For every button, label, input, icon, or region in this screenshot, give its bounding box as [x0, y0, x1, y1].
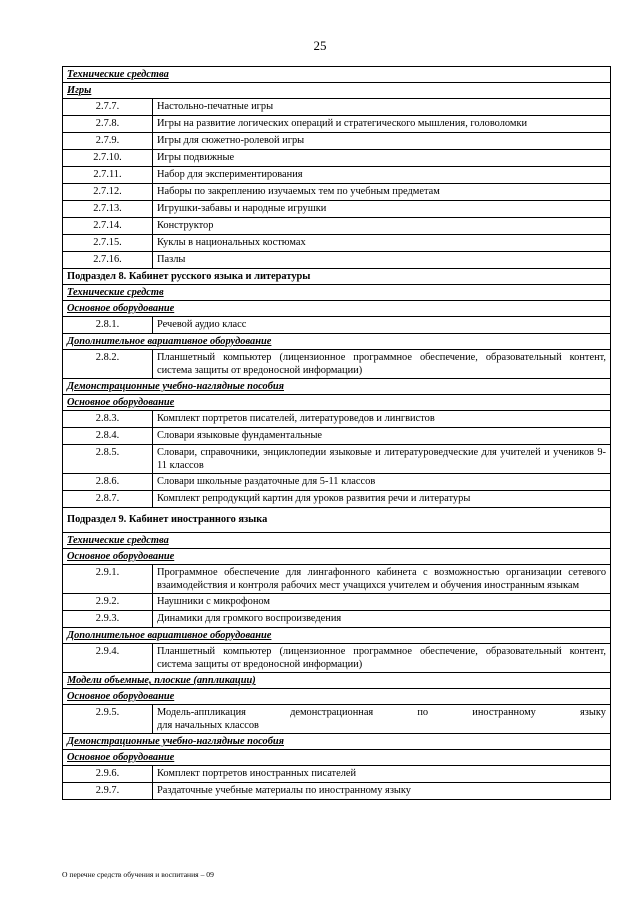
item-description: Игры подвижные [153, 150, 611, 167]
category-heading: Технические средства [63, 67, 611, 83]
table-row [63, 116, 611, 133]
table-row [63, 99, 611, 116]
category-heading: Технические средства [63, 533, 611, 549]
item-description: Наушники с микрофоном [153, 594, 611, 611]
category-row [63, 379, 611, 395]
item-description: Наборы по закреплению изучаемых тем по учебным предметам [153, 184, 611, 201]
justified-line [157, 706, 606, 719]
category-row [63, 334, 611, 350]
item-number: 2.9.5. [63, 705, 153, 734]
word: иностранному [472, 707, 536, 718]
table-row [63, 252, 611, 269]
item-description: Планшетный компьютер (лицензионное программное обеспечение, образовательный контент, система защиты от вредоносной информации) [153, 644, 611, 673]
item-description: Динамики для громкого воспроизведения [153, 611, 611, 628]
category-row [63, 285, 611, 301]
item-number: 2.7.14. [63, 218, 153, 235]
table-row [63, 491, 611, 508]
item-number: 2.9.4. [63, 644, 153, 673]
continuation-line: для начальных классов [157, 720, 259, 731]
category-row [63, 549, 611, 565]
category-heading: Основное оборудование [63, 549, 611, 565]
item-description: Словари, справочники, энциклопедии языковые и литературоведческие для учителей и учеников 9-11 классов [153, 445, 611, 474]
word: языку [580, 707, 606, 718]
item-number: 2.8.6. [63, 474, 153, 491]
item-number: 2.7.9. [63, 133, 153, 150]
table-row [63, 644, 611, 673]
word: Модель-аппликация [157, 707, 246, 718]
item-number: 2.8.2. [63, 350, 153, 379]
table-row [63, 167, 611, 184]
subsection-heading: Подраздел 8. Кабинет русского языка и литературы [63, 269, 611, 285]
footer-note: О перечне средств обучения и воспитания – 09 [62, 870, 214, 879]
page-number: 25 [313, 38, 327, 53]
table-row [63, 317, 611, 334]
item-number: 2.7.11. [63, 167, 153, 184]
item-description: Комплект портретов писателей, литературоведов и лингвистов [153, 411, 611, 428]
table-row [63, 445, 611, 474]
item-number: 2.8.4. [63, 428, 153, 445]
item-description: Набор для экспериментирования [153, 167, 611, 184]
item-number: 2.7.10. [63, 150, 153, 167]
item-number: 2.9.3. [63, 611, 153, 628]
equipment-table [62, 66, 611, 800]
item-description: Планшетный компьютер (лицензионное программное обеспечение, образовательный контент, система защиты от вредоносной информации) [153, 350, 611, 379]
item-description: Игрушки-забавы и народные игрушки [153, 201, 611, 218]
item-number: 2.9.1. [63, 565, 153, 594]
item-description: Настольно-печатные игры [153, 99, 611, 116]
table-row [63, 766, 611, 783]
table-row [63, 474, 611, 491]
category-heading: Модели объемные, плоские (аппликации) [63, 673, 611, 689]
item-number: 2.9.2. [63, 594, 153, 611]
category-row [63, 673, 611, 689]
table-row [63, 611, 611, 628]
table-row [63, 350, 611, 379]
item-number: 2.7.16. [63, 252, 153, 269]
subsection-row [63, 269, 611, 285]
item-description: Комплект портретов иностранных писателей [153, 766, 611, 783]
category-heading: Игры [63, 83, 611, 99]
item-number: 2.7.7. [63, 99, 153, 116]
category-heading: Дополнительное вариативное оборудование [63, 334, 611, 350]
table-row [63, 705, 611, 734]
item-description: Игры для сюжетно-ролевой игры [153, 133, 611, 150]
table-row [63, 184, 611, 201]
category-row [63, 395, 611, 411]
category-heading: Основное оборудование [63, 750, 611, 766]
category-row [63, 750, 611, 766]
category-heading: Демонстрационные учебно-наглядные пособия [63, 379, 611, 395]
category-heading: Технические средств [63, 285, 611, 301]
category-row [63, 533, 611, 549]
category-row [63, 689, 611, 705]
item-number: 2.8.7. [63, 491, 153, 508]
word: по [417, 707, 429, 718]
item-description: Программное обеспечение для лингафонного кабинета с возможностью организации сетевого взаимодействия и контроля рабочих мест учащихся учителем и обучения иностранным языкам [153, 565, 611, 594]
table-row [63, 594, 611, 611]
table-row [63, 411, 611, 428]
category-row [63, 628, 611, 644]
category-row [63, 83, 611, 99]
item-description: Пазлы [153, 252, 611, 269]
table-row [63, 235, 611, 252]
item-number: 2.7.12. [63, 184, 153, 201]
item-description: Куклы в национальных костюмах [153, 235, 611, 252]
table-row [63, 201, 611, 218]
table-row [63, 218, 611, 235]
item-number: 2.8.1. [63, 317, 153, 334]
category-row [63, 301, 611, 317]
item-number: 2.7.8. [63, 116, 153, 133]
item-description: Конструктор [153, 218, 611, 235]
subsection-row [63, 508, 611, 533]
table-row [63, 150, 611, 167]
item-description: Словари школьные раздаточные для 5-11 классов [153, 474, 611, 491]
word: демонстрационная [290, 707, 374, 718]
subsection-heading: Подраздел 9. Кабинет иностранного языка [63, 508, 611, 533]
item-number: 2.7.15. [63, 235, 153, 252]
item-number: 2.7.13. [63, 201, 153, 218]
item-number: 2.8.5. [63, 445, 153, 474]
item-number: 2.9.7. [63, 783, 153, 800]
table-row [63, 783, 611, 800]
table-row [63, 565, 611, 594]
item-description: Речевой аудио класс [153, 317, 611, 334]
item-description: Игры на развитие логических операций и стратегического мышления, головоломки [153, 116, 611, 133]
category-row [63, 67, 611, 83]
category-heading: Основное оборудование [63, 689, 611, 705]
item-number: 2.9.6. [63, 766, 153, 783]
equipment-table-body [63, 67, 611, 800]
item-number: 2.8.3. [63, 411, 153, 428]
item-description: Комплект репродукций картин для уроков развития речи и литературы [153, 491, 611, 508]
item-description [153, 705, 611, 734]
item-description: Словари языковые фундаментальные [153, 428, 611, 445]
category-heading: Основное оборудование [63, 301, 611, 317]
category-heading: Основное оборудование [63, 395, 611, 411]
category-heading: Демонстрационные учебно-наглядные пособия [63, 734, 611, 750]
category-heading: Дополнительное вариативное оборудование [63, 628, 611, 644]
table-row [63, 133, 611, 150]
category-row [63, 734, 611, 750]
item-description: Раздаточные учебные материалы по иностранному языку [153, 783, 611, 800]
table-row [63, 428, 611, 445]
